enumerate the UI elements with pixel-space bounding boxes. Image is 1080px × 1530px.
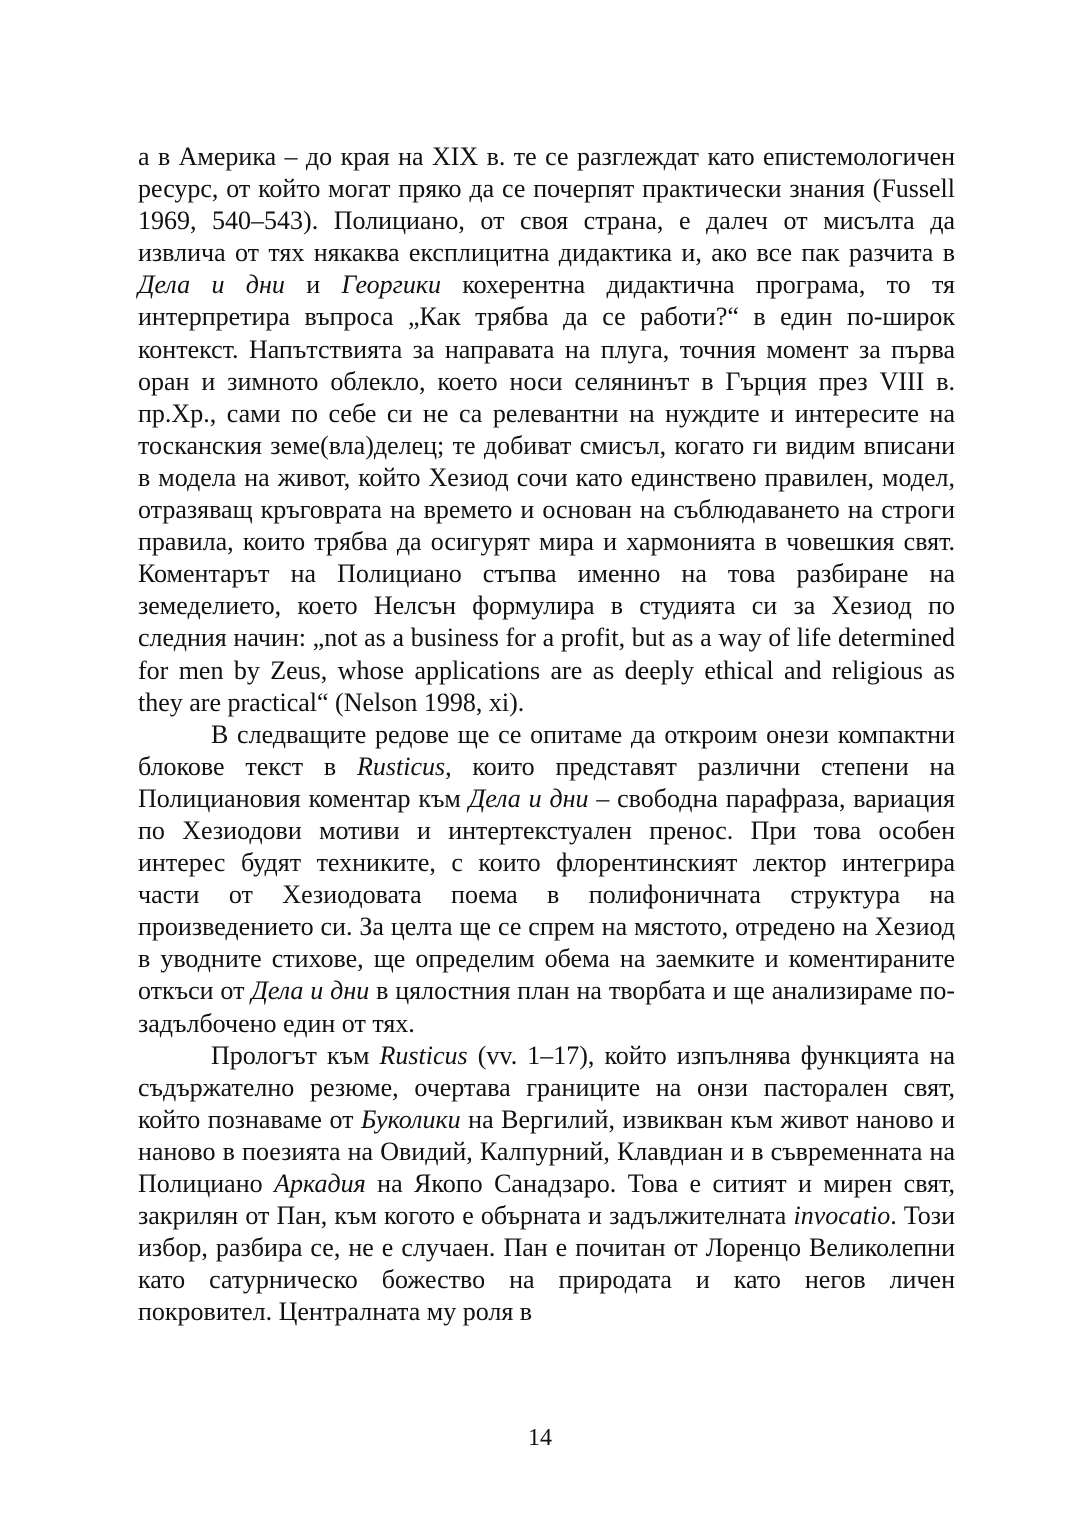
paragraph-3 xyxy=(138,1040,955,1329)
italic-text-segment: Аркадия xyxy=(274,1169,366,1198)
text-segment: на Якопо Санадзаро. Това е ситият и мирен свят, закрилян от Пан, към когото е обърната и задължителната xyxy=(138,1169,956,1231)
italic-text-segment: invocatio xyxy=(793,1201,891,1231)
italic-text-segment: Дела и дни xyxy=(468,783,589,813)
text-segment: а в Америка – до края на XIX в. те се разглеждат като епистемологичен ресурс, от който могат пряко да се почерпят практически знания (Fussell 1969, 540–543). Полициано, от своя страна, е далеч от мисълта да извлича от тях някаква експлицитна дидактика и, ако все пак разчита в xyxy=(138,142,955,268)
text-segment: . Този избор, разбира се, не е случаен. Пан е почитан от Лоренцо Великолепни като сатурническо божество на природата и като негов личен покровител. Централната му роля в xyxy=(138,1201,955,1327)
page-body xyxy=(138,141,955,1328)
text-segment: , които представят различни степени на Полициановия коментар към xyxy=(138,751,955,813)
text-segment: (vv. 1–17), който изпълнява функцията на съдържателно резюме, очертава границите на онзи пасторален свят, който познаваме от xyxy=(138,1040,955,1134)
italic-text-segment: Rusticus xyxy=(379,1040,468,1070)
italic-text-segment: Дела и дни xyxy=(138,270,285,300)
italic-text-segment: Буколики xyxy=(361,1104,461,1134)
italic-text-segment: Дела и дни xyxy=(251,976,370,1006)
text-segment: – свободна парафраза, вариация по Хезиодови мотиви и интертекстуален пренос. При това особен интерес будят техниките, с които флорентинският лектор интегрира части от Хезиодовата поема в полифоничната структура на произведението си. За целта ще се спрем на мястото, отредено на Хезиод в уводните стихове, ще определим обема на заемките и коментираните откъси от xyxy=(138,783,955,1006)
text-segment: на Вергилий, извикван към живот наново и наново в поезията на Овидий, Калпурний, Клавдиан и в съвременната на Полициано xyxy=(138,1104,955,1198)
text-segment: и xyxy=(284,270,342,300)
paragraph-1 xyxy=(138,141,955,719)
text-segment: кохерентна дидактична програма, то тя интерпретира въпроса „Как трябва да се работи?“ в един по-широк контекст. Напътствията за направата на плуга, точния момент за първа оран и зимното облекло, което носи селянинът в Гърция през VIII в. пр.Хр., сами по себе си не са релевантни на нуждите и интересите на тосканския земе(вла)делец; те добиват смисъл, когато ги видим вписани в модела на живот, който Хезиод сочи като единствено правилен, модел, отразяващ кръговрата на времето и основан на съблюдаването на строги правила, които трябва да осигурят мира и хармонията в човешкия свят. Коментарът на Полициано стъпва именно на това разбиране на земеделието, което Нелсън формулира в студията си за Хезиод по следния начин: „not as a business for a profit, but as a way of life determined for men by Zeus, whose applications are as deeply ethical and religious as they are practical“ (Nelson 1998, xi). xyxy=(138,270,956,717)
paragraph-2 xyxy=(138,719,955,1040)
text-segment: В следващите редове ще се опитаме да откроим онези компактни блокове текст в xyxy=(138,719,955,781)
italic-text-segment: Rusticus xyxy=(357,751,446,781)
italic-text-segment: Георгики xyxy=(341,270,441,300)
page-number: 14 xyxy=(528,1425,552,1451)
text-segment: в цялостния план на творбата и ще анализираме по-задълбочено един от тях. xyxy=(138,976,955,1038)
text-segment: Прологът към xyxy=(211,1040,380,1070)
